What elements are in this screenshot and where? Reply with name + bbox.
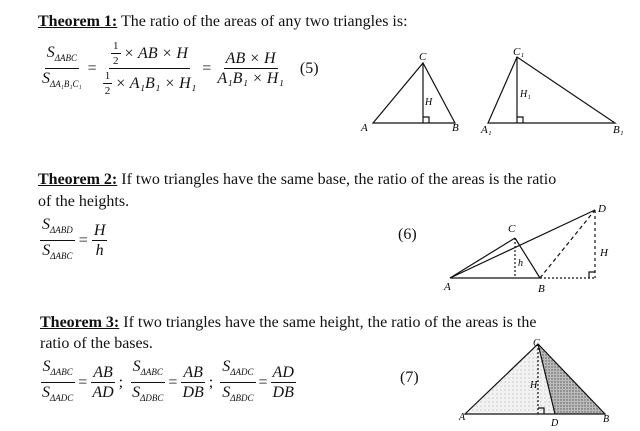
t2-label-c: C: [508, 223, 516, 235]
t3-label-b: B: [603, 414, 610, 425]
t2-label-b: B: [538, 283, 545, 295]
theorem2-statement: [38, 170, 556, 189]
t2-label-h: h: [518, 258, 523, 269]
t1-label-b: B: [452, 122, 459, 134]
t2-label-d: D: [598, 203, 606, 215]
t3-label-c: C: [533, 338, 540, 349]
t2-label-a: A: [444, 281, 451, 293]
t1-triangle-a1b1c1: [488, 57, 615, 123]
theorem1-statement: [38, 12, 408, 31]
t1-label-a1: A₁: [481, 124, 492, 136]
theorem2-heading: Theorem 2:: [38, 171, 118, 188]
theorem2-text-line2: of the heights.: [38, 193, 130, 210]
t3-label-a: A: [459, 412, 466, 423]
t1-label-h1: H₁: [520, 89, 531, 100]
t3-equation-number: (7): [400, 369, 419, 386]
theorem2-figure: [440, 200, 640, 300]
t1-label-h: H: [425, 97, 433, 108]
t2-equation-number: (6): [398, 226, 417, 243]
t3-label-h: H: [530, 380, 538, 391]
t1-triangle-abc: [373, 63, 455, 123]
theorem1-formula: $\frac{S_{\Delta ABC}}{S_{\Delta A_1B_1C_1}}$ = $\frac{1}{2}$ × AB × H $\frac{1}{2}$ × A₁B₁ × H₁ = $\frac{AB \times H}{\text{A₁B₁ × H₁}}$ (5): [42, 40, 319, 97]
theorem3-formula: $\frac{S_{\Delta ABC}}{S_{\Delta ADC}}$ = $\frac{AB}{AD}$ ; $\frac{S_{\Delta ABC}}{S_{\Delta DBC}}$ = $\frac{AB}{DB}$ ; $\frac{S_{\Delta ADC}}{S_{\Delta BDC}}$ = $\frac{AD}{DB}$: [42, 358, 294, 403]
theorem1-text: The ratio of the areas of any two triangles is:: [117, 13, 408, 30]
t2-side-ac: [450, 238, 515, 278]
theorem3-text-line2: ratio of the bases.: [40, 335, 153, 352]
t2-side-bd: [540, 210, 595, 278]
theorem2-formula: $\frac{S_{\Delta ABD}}{S_{\Delta ABC}}$ = $\frac{H}{h}$: [42, 216, 106, 261]
t1-mid-fraction: $\frac{1}{2}$ × AB × H $\frac{1}{2}$ × A₁B₁ × H₁: [104, 40, 197, 97]
t1-label-c1: C₁: [513, 46, 525, 58]
theorem1-heading: Theorem 1:: [38, 13, 118, 30]
theorem3-heading: Theorem 3:: [40, 314, 120, 331]
theorem3-statement: [40, 313, 536, 332]
t1-label-b1: B₁: [613, 124, 624, 136]
t1-label-c: C: [419, 51, 427, 63]
theorem1-figure: [355, 45, 635, 140]
t1-lhs-fraction: $\frac{S_{\Delta ABC}}{S_{\Delta A_1B_1C_1}}$: [42, 44, 82, 89]
t1-rhs-fraction: $\frac{AB \times H}{\text{A₁B₁ × H₁}}$: [217, 50, 284, 87]
t1-equation-number: (5): [299, 59, 319, 77]
theorem3-text: If two triangles have the same height, the ratio of the areas is the: [119, 314, 537, 331]
theorem3-figure: [455, 336, 635, 431]
t3-label-d: D: [551, 418, 559, 429]
t2-label-H: H: [600, 247, 608, 259]
t1-label-a: A: [361, 122, 368, 134]
theorem2-text: If two triangles have the same base, the ratio of the areas is the ratio: [117, 171, 557, 188]
